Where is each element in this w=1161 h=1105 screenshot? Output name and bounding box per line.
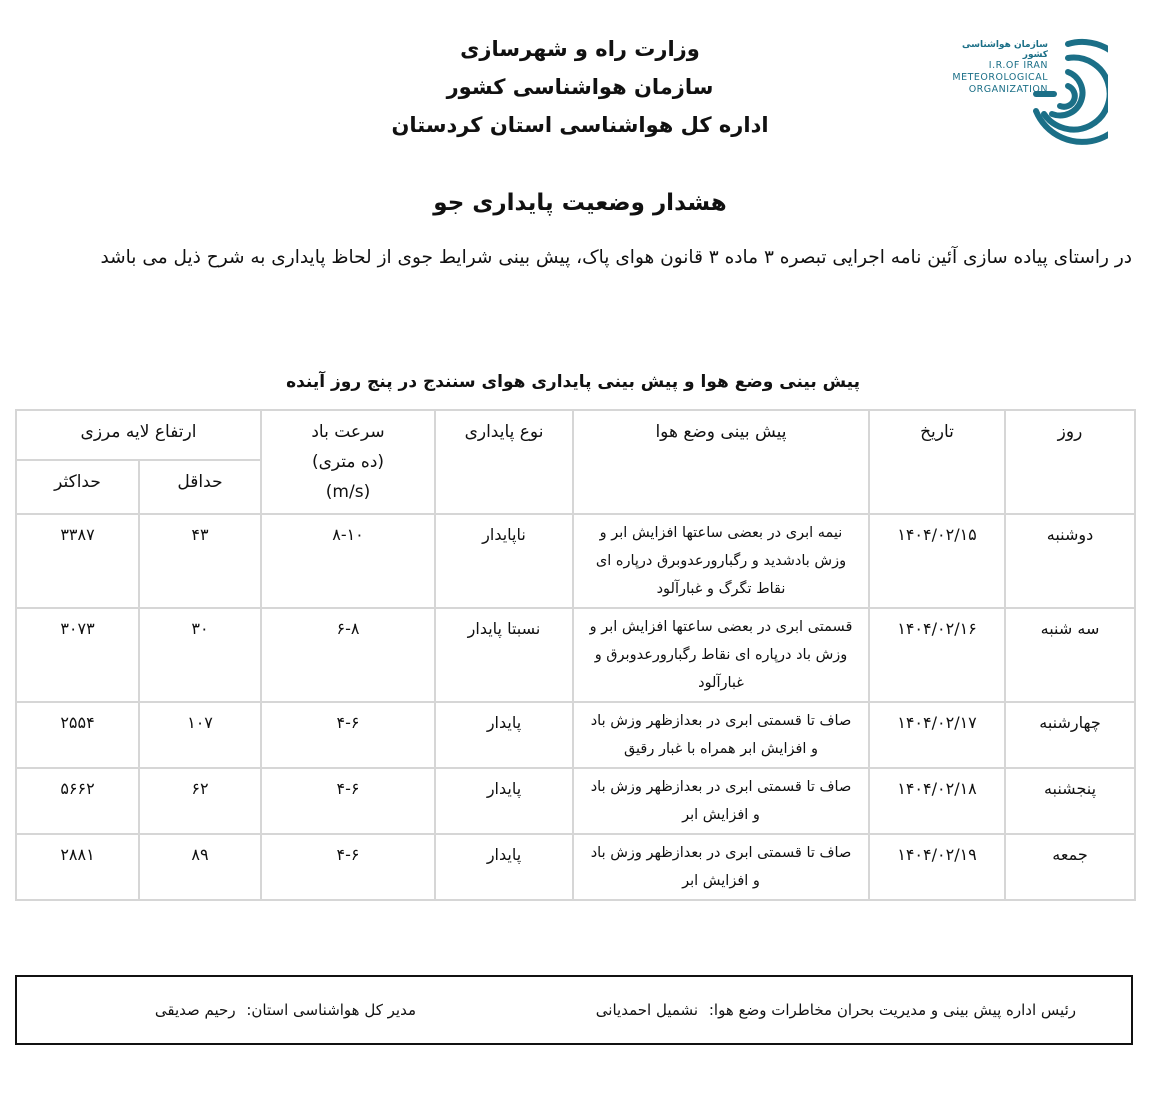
header-min: حداقل — [139, 460, 261, 514]
logo-en-line2: METEOROLOGICAL — [952, 72, 1048, 83]
table-row — [16, 834, 1135, 900]
forecast-table — [15, 409, 1136, 901]
cell-wind: ۴-۶ — [261, 702, 435, 768]
cell-min: ۱۰۷ — [139, 702, 261, 768]
cell-day: پنجشنبه — [1005, 768, 1135, 834]
director-name: رحیم صدیقی — [154, 1001, 236, 1019]
cell-day: جمعه — [1005, 834, 1135, 900]
signature-box — [15, 975, 1133, 1045]
cell-max: ۳۳۸۷ — [16, 514, 139, 608]
cell-day: دوشنبه — [1005, 514, 1135, 608]
cell-min: ۳۰ — [139, 608, 261, 702]
table-row — [16, 768, 1135, 834]
cell-wind: ۶-۸ — [261, 608, 435, 702]
office-name: اداره کل هواشناسی استان کردستان — [391, 113, 769, 137]
meteorological-organization-logo — [940, 32, 1120, 157]
cell-stability: ناپایدار — [435, 514, 573, 608]
logo-en-line1: I.R.OF IRAN — [988, 60, 1048, 71]
crisis-head-title: رئیس اداره پیش بینی و مدیریت بحران مخاطرات وضع هوا: — [708, 1001, 1076, 1019]
header-wind-line3: (m/s) — [325, 482, 371, 502]
cell-stability: نسبتا پایدار — [435, 608, 573, 702]
cell-date: ۱۴۰۴/۰۲/۱۸ — [869, 768, 1005, 834]
cell-max: ۲۸۸۱ — [16, 834, 139, 900]
cell-date: ۱۴۰۴/۰۲/۱۷ — [869, 702, 1005, 768]
director-signature — [149, 1001, 416, 1019]
cell-min: ۸۹ — [139, 834, 261, 900]
cell-date: ۱۴۰۴/۰۲/۱۹ — [869, 834, 1005, 900]
crisis-head-signature — [590, 1001, 1076, 1019]
letterhead — [300, 30, 860, 144]
intro-paragraph: در راستای پیاده سازی آئین نامه اجرایی تبصره ۳ ماده ۳ قانون هوای پاک، پیش بینی شرایط جوی از لحاظ پایداری به شرح ذیل می باشد — [100, 247, 1132, 268]
ministry-name: وزارت راه و شهرسازی — [460, 37, 700, 61]
header-boundary-layer: ارتفاع لایه مرزی — [16, 410, 261, 460]
cell-forecast: صاف تا قسمتی ابری در بعدازظهر وزش باد و افزایش ابر همراه با غبار رقیق — [573, 702, 869, 768]
cell-min: ۶۲ — [139, 768, 261, 834]
header-forecast: پیش بینی وضع هوا — [573, 410, 869, 514]
cell-max: ۲۵۵۴ — [16, 702, 139, 768]
cell-max: ۵۶۶۲ — [16, 768, 139, 834]
cell-forecast: قسمتی ابری در بعضی ساعتها افزایش ابر و وزش باد درپاره ای نقاط رگبارورعدوبرق و غبارآلود — [573, 608, 869, 702]
cell-max: ۳۰۷۳ — [16, 608, 139, 702]
header-day: روز — [1005, 410, 1135, 514]
cell-min: ۴۳ — [139, 514, 261, 608]
logo-fa-text: سازمان هواشناسی کشور — [961, 40, 1048, 60]
logo-en-line3: ORGANIZATION — [968, 84, 1048, 95]
header-max: حداکثر — [16, 460, 139, 514]
table-caption: پیش بینی وضع هوا و پیش بینی پایداری هوای سنندج در پنج روز آینده — [286, 372, 860, 392]
cell-forecast: صاف تا قسمتی ابری در بعدازظهر وزش باد و افزایش ابر — [573, 768, 869, 834]
alert-title: هشدار وضعیت پایداری جو — [433, 190, 727, 216]
header-stability: نوع پایداری — [435, 410, 573, 514]
header-wind-speed — [261, 410, 435, 514]
organization-name: سازمان هواشناسی کشور — [446, 75, 714, 99]
cell-forecast: نیمه ابری در بعضی ساعتها افزایش ابر و وزش بادشدید و رگبارورعدوبرق درپاره ای نقاط تگرگ و غبارآلود — [573, 514, 869, 608]
cell-day: سه شنبه — [1005, 608, 1135, 702]
table-row — [16, 702, 1135, 768]
cell-wind: ۸-۱۰ — [261, 514, 435, 608]
cell-forecast: صاف تا قسمتی ابری در بعدازظهر وزش باد و افزایش ابر — [573, 834, 869, 900]
cell-wind: ۴-۶ — [261, 834, 435, 900]
spiral-emblem-icon — [1028, 36, 1108, 156]
cell-date: ۱۴۰۴/۰۲/۱۵ — [869, 514, 1005, 608]
cell-day: چهارشنبه — [1005, 702, 1135, 768]
header-wind-line2: (ده متری) — [311, 452, 385, 472]
header-wind-line1: سرعت باد — [311, 422, 385, 442]
header-date: تاریخ — [869, 410, 1005, 514]
table-header-row — [16, 410, 1135, 460]
table-row — [16, 608, 1135, 702]
table-row — [16, 514, 1135, 608]
cell-stability: پایدار — [435, 768, 573, 834]
cell-date: ۱۴۰۴/۰۲/۱۶ — [869, 608, 1005, 702]
cell-wind: ۴-۶ — [261, 768, 435, 834]
crisis-head-name: نشمیل احمدیانی — [595, 1001, 699, 1019]
cell-stability: پایدار — [435, 702, 573, 768]
cell-stability: پایدار — [435, 834, 573, 900]
director-title: مدیر کل هواشناسی استان: — [246, 1001, 416, 1019]
